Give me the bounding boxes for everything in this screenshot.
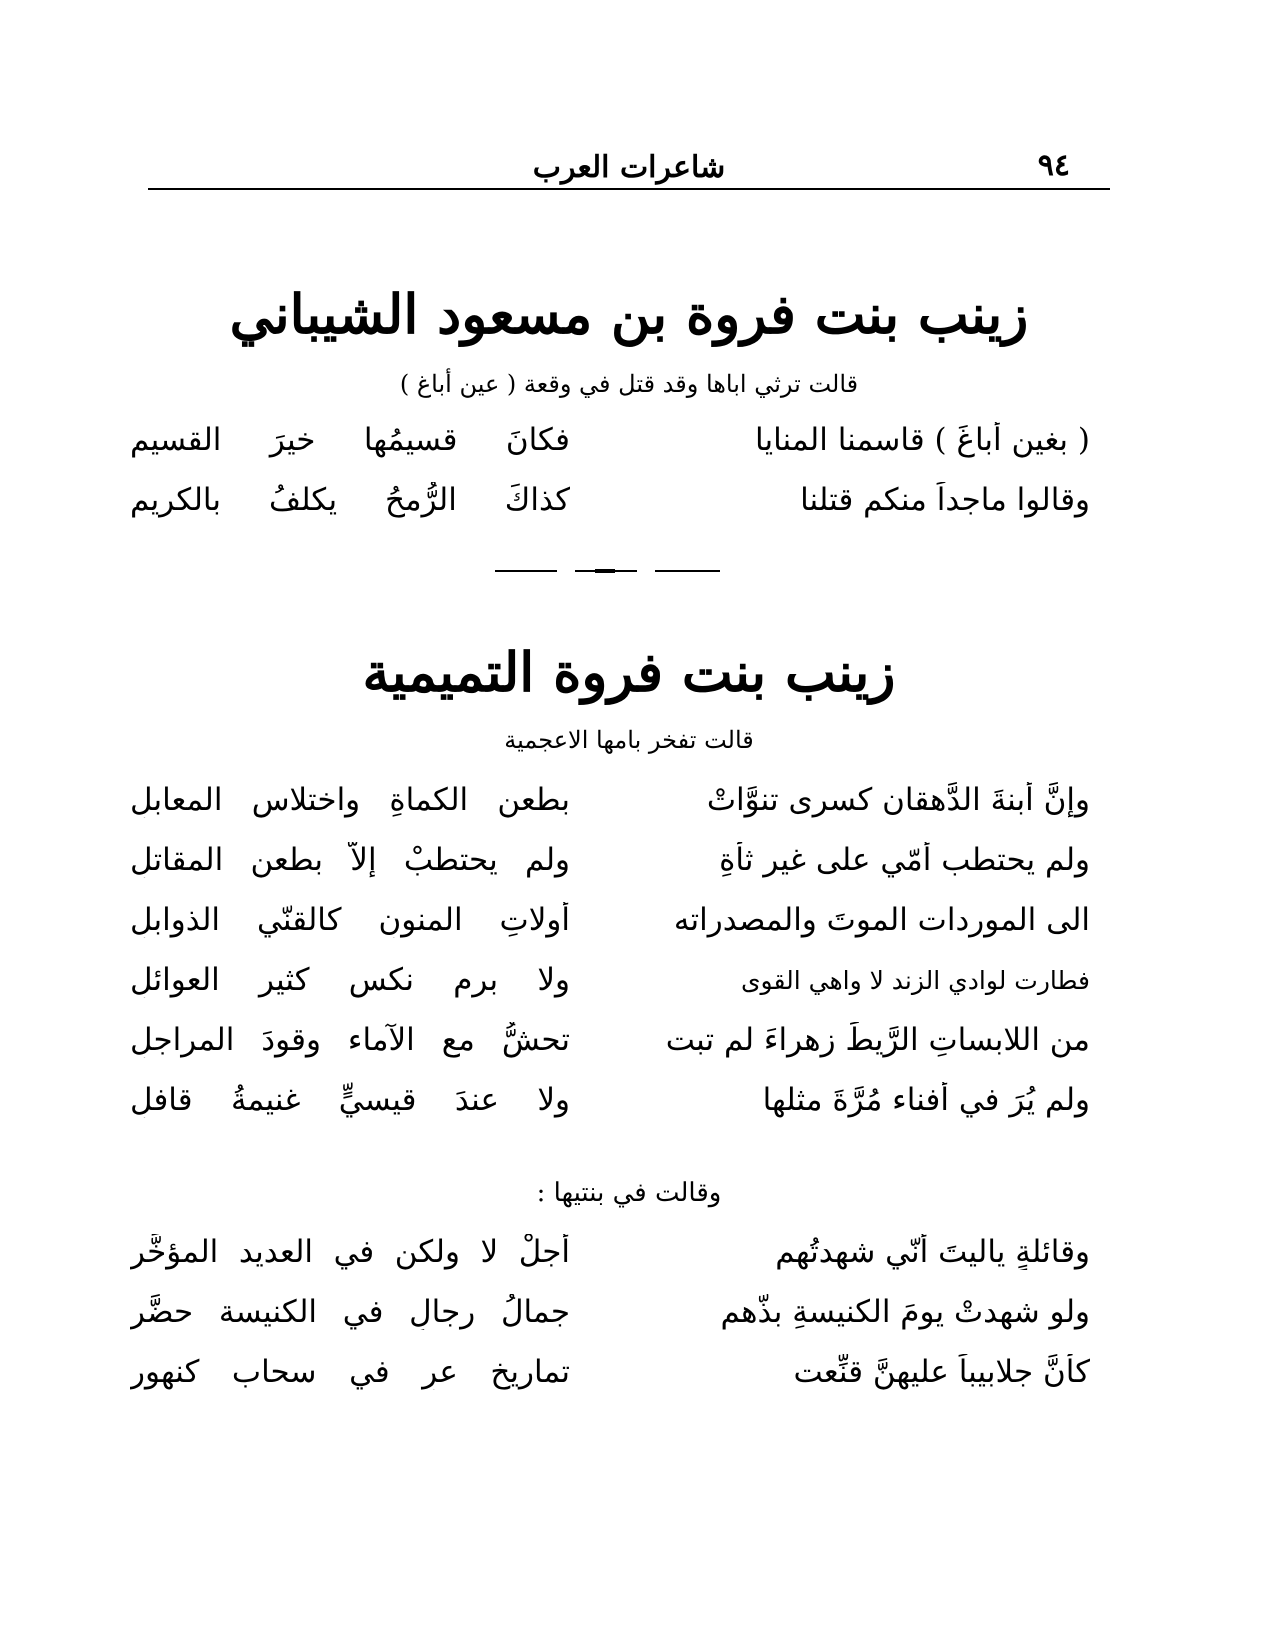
section1-intro: قالت ترثي اباها وقد قتل في وقعة ( عين أباغ ) — [399, 370, 859, 398]
verse-first-hemistich: وقائلةٍ ياليتَ أنّي شهدتُهم — [775, 1234, 1090, 1270]
section2-title: زينب بنت فروة التميمية — [362, 640, 896, 704]
verse — [130, 770, 1090, 830]
verse-first-hemistich: وإنَّ أبنةَ الدَّهقان كسرى تنوَّاتْ — [706, 782, 1090, 818]
verse-first-hemistich: فطارت لوادي الزند لا واهي القوى — [740, 965, 1090, 995]
section2-intro-daughters: وقالت في بنتيها : — [536, 1178, 722, 1208]
section1-title: زينب بنت فروة بن مسعود الشيباني — [229, 282, 1029, 346]
verse-first-hemistich: ولم يُرَ في أفناء مُرَّةَ مثلها — [762, 1082, 1090, 1118]
verse-second-hemistich: تماريخ عرٍ في سحاب كنهورِ — [130, 1354, 570, 1390]
verse — [130, 890, 1090, 950]
section2-verses — [130, 770, 1090, 1130]
page-number: ٩٤ — [1037, 148, 1070, 183]
verse — [130, 1070, 1090, 1130]
verse-first-hemistich: من اللابساتِ الرَّيطَ زهراءَ لم تبت — [665, 1022, 1090, 1058]
verse-first-hemistich: وقالوا ماجداً منكم قتلنا — [800, 482, 1090, 518]
verse — [130, 1222, 1090, 1282]
verse-first-hemistich: ( بغين أباغَ ) قاسمنا المنايا — [755, 422, 1090, 458]
verse-first-hemistich: كأنَّ جلابيباً عليهنَّ قنِّعت — [793, 1354, 1090, 1390]
verse-second-hemistich: ولا برمٍ نكسٍ كثيرِ العوائلِ — [130, 962, 570, 998]
verse-second-hemistich: كذاكَ الرُّمحُ يكلفُ بالكريم — [130, 482, 570, 518]
verse-second-hemistich: تحشُّ مع الآماء وقودَ المراجلِ — [130, 1022, 570, 1058]
verse-first-hemistich: ولو شهدتْ يومَ الكنيسةِ بذَّهم — [720, 1294, 1090, 1330]
running-header — [148, 148, 1110, 190]
book-title: شاعرات العرب — [532, 150, 726, 185]
verse-second-hemistich: بطعنِ الكماةِ واختلاسِ المعابلِ — [130, 782, 570, 818]
section2-verses-daughters — [130, 1222, 1090, 1402]
section2-intro: قالت تفخر بامها الاعجمية — [504, 726, 754, 754]
verse — [130, 1282, 1090, 1342]
verse — [130, 830, 1090, 890]
verse — [130, 1010, 1090, 1070]
verse-second-hemistich: فكانَ قسيمُها خيرَ القسيم — [130, 422, 570, 458]
verse — [130, 410, 1090, 470]
verse-second-hemistich: ولم يحتطبْ إلاّ بطعنِ المقاتلِ — [130, 842, 570, 878]
verse — [130, 950, 1090, 1010]
verse-second-hemistich: جمالُ رجالٍ في الكنيسة حضَّر — [130, 1294, 570, 1330]
verse-second-hemistich: أجلْ لا ولكن في العديد المؤخَّر — [130, 1234, 570, 1270]
verse — [130, 470, 1090, 530]
verse-second-hemistich: ولا عندَ قيسيٍّ غنيمةُ قافلِ — [130, 1082, 570, 1118]
verse — [130, 1342, 1090, 1402]
section-divider — [495, 568, 720, 574]
section1-verses — [130, 410, 1090, 530]
verse-first-hemistich: الى الموردات الموتَ والمصدراته — [673, 902, 1090, 938]
verse-second-hemistich: أولاتِ المنونِ كالقنّي الذوابلِ — [130, 902, 570, 938]
verse-first-hemistich: ولم يحتطب أمّي على غير ثأةِ — [719, 842, 1090, 878]
